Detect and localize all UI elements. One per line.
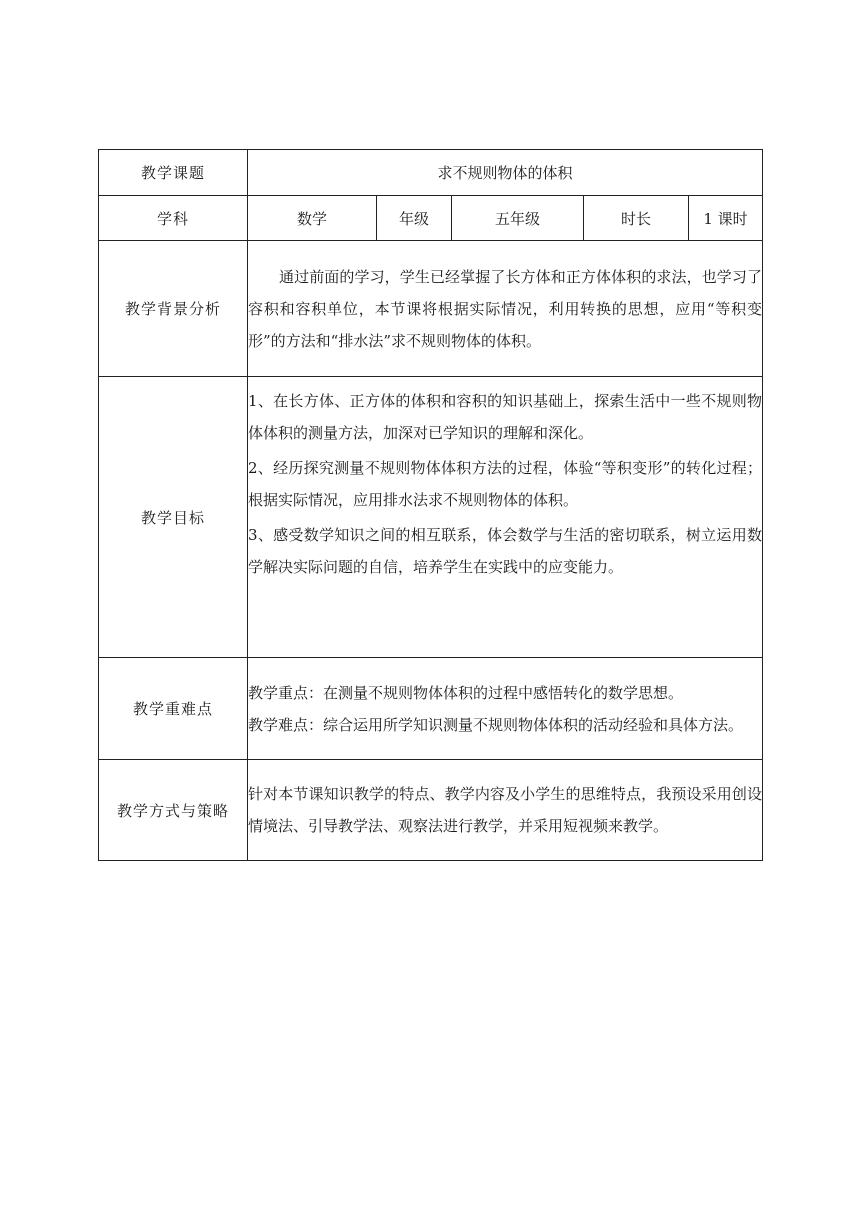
key-points-cell (248, 658, 763, 760)
background-label: 教学背景分析 (99, 241, 248, 377)
subject-value: 数学 (248, 196, 377, 241)
row-key-points (99, 658, 763, 760)
methods-cell (248, 760, 763, 861)
key-points-label: 教学重难点 (99, 658, 248, 760)
row-goals (99, 377, 763, 658)
goal-item: 3、感受数学知识之间的相互联系，体会数学与生活的密切联系，树立运用数学解决实际问题的自信，培养学生在实践中的应变能力。 (248, 526, 762, 576)
row-topic (99, 150, 763, 196)
grade-value: 五年级 (452, 196, 584, 241)
methods-text: 针对本节课知识教学的特点、教学内容及小学生的思维特点，我预设采用创设情境法、引导教学法、观察法进行教学，并采用短视频来教学。 (248, 785, 762, 835)
subject-label: 学科 (99, 196, 248, 241)
methods-label: 教学方式与策略 (99, 760, 248, 861)
difficult-point-text: 教学难点：综合运用所学知识测量不规则物体体积的活动经验和具体方法。 (248, 715, 744, 734)
background-text: 通过前面的学习，学生已经掌握了长方体和正方体体积的求法，也学习了容积和容积单位，本节课将根据实际情况，利用转换的思想，应用“等积变形”的方法和“排水法”求不规则物体的体积。 (248, 267, 762, 350)
goal-item: 2、经历探究测量不规则物体体积方法的过程，体验“等积变形”的转化过程；根据实际情况，应用排水法求不规则物体的体积。 (248, 459, 762, 509)
duration-value: 1 课时 (689, 196, 763, 241)
row-subject (99, 196, 763, 241)
background-cell (248, 241, 763, 377)
key-point-text: 教学重点：在测量不规则物体体积的过程中感悟转化的数学思想。 (248, 683, 684, 702)
grade-label: 年级 (377, 196, 452, 241)
row-background (99, 241, 763, 377)
duration-label: 时长 (584, 196, 689, 241)
goals-label: 教学目标 (99, 377, 248, 658)
topic-value: 求不规则物体的体积 (248, 150, 763, 196)
goal-item: 1、在长方体、正方体的体积和容积的知识基础上，探索生活中一些不规则物体体积的测量方法，加深对已学知识的理解和深化。 (248, 392, 762, 442)
lesson-plan-table (98, 149, 763, 861)
topic-label: 教学课题 (99, 150, 248, 196)
goals-cell (248, 377, 763, 658)
row-methods (99, 760, 763, 861)
